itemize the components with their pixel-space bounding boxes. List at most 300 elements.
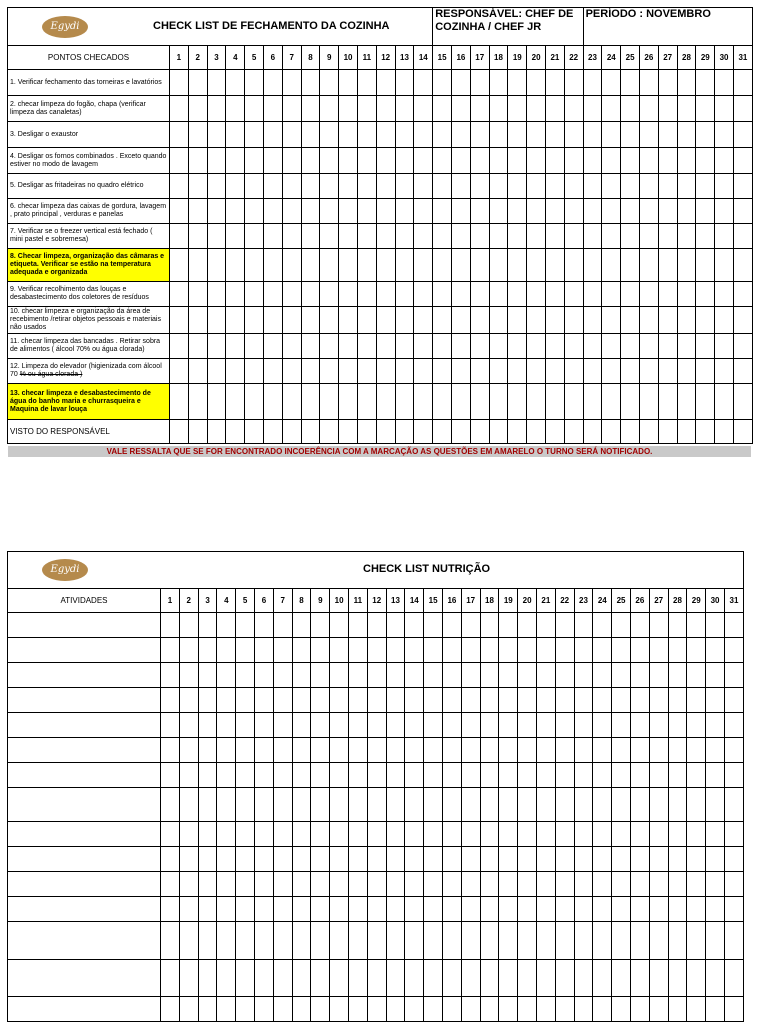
check-cell[interactable]: [706, 788, 725, 822]
check-cell[interactable]: [236, 663, 255, 688]
check-cell[interactable]: [273, 872, 292, 897]
check-cell[interactable]: [715, 420, 734, 444]
check-cell[interactable]: [546, 199, 565, 224]
check-cell[interactable]: [696, 122, 715, 148]
check-cell[interactable]: [677, 199, 696, 224]
check-cell[interactable]: [658, 70, 677, 96]
check-cell[interactable]: [301, 384, 320, 420]
check-cell[interactable]: [583, 224, 602, 249]
check-cell[interactable]: [687, 638, 706, 663]
check-cell[interactable]: [320, 334, 339, 359]
check-cell[interactable]: [696, 174, 715, 199]
check-cell[interactable]: [536, 738, 555, 763]
check-cell[interactable]: [245, 359, 264, 384]
check-cell[interactable]: [226, 307, 245, 334]
check-cell[interactable]: [424, 713, 443, 738]
check-cell[interactable]: [668, 738, 687, 763]
check-cell[interactable]: [395, 249, 414, 282]
check-cell[interactable]: [649, 613, 668, 638]
check-cell[interactable]: [170, 420, 189, 444]
check-cell[interactable]: [386, 897, 405, 922]
check-cell[interactable]: [330, 688, 349, 713]
check-cell[interactable]: [658, 384, 677, 420]
check-cell[interactable]: [198, 822, 217, 847]
check-cell[interactable]: [433, 122, 452, 148]
check-cell[interactable]: [386, 763, 405, 788]
check-cell[interactable]: [489, 249, 508, 282]
check-cell[interactable]: [470, 96, 489, 122]
check-cell[interactable]: [518, 822, 537, 847]
check-cell[interactable]: [161, 897, 180, 922]
check-cell[interactable]: [255, 822, 274, 847]
check-cell[interactable]: [170, 224, 189, 249]
check-cell[interactable]: [621, 70, 640, 96]
check-cell[interactable]: [555, 613, 574, 638]
check-cell[interactable]: [207, 96, 226, 122]
check-cell[interactable]: [349, 997, 368, 1022]
check-cell[interactable]: [273, 713, 292, 738]
check-cell[interactable]: [518, 897, 537, 922]
check-cell[interactable]: [461, 663, 480, 688]
check-cell[interactable]: [405, 788, 424, 822]
check-cell[interactable]: [188, 420, 207, 444]
check-cell[interactable]: [733, 148, 752, 174]
check-cell[interactable]: [470, 122, 489, 148]
check-cell[interactable]: [292, 763, 311, 788]
check-cell[interactable]: [574, 997, 593, 1022]
check-cell[interactable]: [282, 199, 301, 224]
check-cell[interactable]: [330, 872, 349, 897]
check-cell[interactable]: [273, 613, 292, 638]
check-cell[interactable]: [630, 997, 649, 1022]
check-cell[interactable]: [433, 334, 452, 359]
check-cell[interactable]: [687, 997, 706, 1022]
check-cell[interactable]: [245, 174, 264, 199]
check-cell[interactable]: [349, 738, 368, 763]
check-cell[interactable]: [236, 872, 255, 897]
check-cell[interactable]: [668, 872, 687, 897]
check-cell[interactable]: [339, 359, 358, 384]
check-cell[interactable]: [639, 199, 658, 224]
check-cell[interactable]: [452, 70, 471, 96]
check-cell[interactable]: [188, 174, 207, 199]
check-cell[interactable]: [170, 148, 189, 174]
check-cell[interactable]: [574, 663, 593, 688]
check-cell[interactable]: [245, 122, 264, 148]
check-cell[interactable]: [226, 384, 245, 420]
check-cell[interactable]: [367, 788, 386, 822]
check-cell[interactable]: [263, 70, 282, 96]
check-cell[interactable]: [179, 638, 198, 663]
check-cell[interactable]: [593, 997, 612, 1022]
check-cell[interactable]: [677, 384, 696, 420]
check-cell[interactable]: [161, 960, 180, 997]
check-cell[interactable]: [263, 282, 282, 307]
check-cell[interactable]: [480, 613, 499, 638]
check-cell[interactable]: [443, 997, 462, 1022]
check-cell[interactable]: [330, 847, 349, 872]
check-cell[interactable]: [207, 282, 226, 307]
check-cell[interactable]: [536, 663, 555, 688]
check-cell[interactable]: [687, 663, 706, 688]
check-cell[interactable]: [470, 282, 489, 307]
check-cell[interactable]: [376, 122, 395, 148]
check-cell[interactable]: [564, 307, 583, 334]
check-cell[interactable]: [433, 420, 452, 444]
check-cell[interactable]: [658, 148, 677, 174]
check-cell[interactable]: [320, 199, 339, 224]
check-cell[interactable]: [602, 174, 621, 199]
check-cell[interactable]: [386, 788, 405, 822]
check-cell[interactable]: [320, 70, 339, 96]
check-cell[interactable]: [330, 788, 349, 822]
check-cell[interactable]: [724, 960, 743, 997]
check-cell[interactable]: [433, 282, 452, 307]
check-cell[interactable]: [188, 96, 207, 122]
check-cell[interactable]: [612, 872, 631, 897]
check-cell[interactable]: [301, 420, 320, 444]
check-cell[interactable]: [198, 872, 217, 897]
check-cell[interactable]: [489, 359, 508, 384]
check-cell[interactable]: [349, 688, 368, 713]
check-cell[interactable]: [433, 96, 452, 122]
check-cell[interactable]: [263, 224, 282, 249]
check-cell[interactable]: [424, 613, 443, 638]
check-cell[interactable]: [179, 897, 198, 922]
check-cell[interactable]: [311, 847, 330, 872]
check-cell[interactable]: [395, 307, 414, 334]
check-cell[interactable]: [687, 960, 706, 997]
check-cell[interactable]: [733, 199, 752, 224]
check-cell[interactable]: [217, 847, 236, 872]
check-cell[interactable]: [658, 96, 677, 122]
check-cell[interactable]: [687, 738, 706, 763]
check-cell[interactable]: [357, 96, 376, 122]
check-cell[interactable]: [424, 638, 443, 663]
check-cell[interactable]: [188, 384, 207, 420]
check-cell[interactable]: [508, 359, 527, 384]
check-cell[interactable]: [658, 122, 677, 148]
check-cell[interactable]: [508, 224, 527, 249]
check-cell[interactable]: [602, 96, 621, 122]
check-cell[interactable]: [207, 307, 226, 334]
check-cell[interactable]: [602, 249, 621, 282]
check-cell[interactable]: [658, 249, 677, 282]
check-cell[interactable]: [527, 334, 546, 359]
check-cell[interactable]: [583, 174, 602, 199]
check-cell[interactable]: [593, 847, 612, 872]
check-cell[interactable]: [583, 334, 602, 359]
check-cell[interactable]: [527, 174, 546, 199]
check-cell[interactable]: [639, 174, 658, 199]
check-cell[interactable]: [292, 897, 311, 922]
check-cell[interactable]: [724, 822, 743, 847]
check-cell[interactable]: [687, 922, 706, 960]
check-cell[interactable]: [518, 788, 537, 822]
check-cell[interactable]: [395, 334, 414, 359]
check-cell[interactable]: [405, 822, 424, 847]
check-cell[interactable]: [357, 334, 376, 359]
check-cell[interactable]: [518, 613, 537, 638]
check-cell[interactable]: [668, 997, 687, 1022]
check-cell[interactable]: [395, 199, 414, 224]
check-cell[interactable]: [461, 638, 480, 663]
check-cell[interactable]: [395, 282, 414, 307]
check-cell[interactable]: [546, 307, 565, 334]
check-cell[interactable]: [330, 638, 349, 663]
check-cell[interactable]: [489, 307, 508, 334]
check-cell[interactable]: [198, 788, 217, 822]
check-cell[interactable]: [639, 334, 658, 359]
check-cell[interactable]: [715, 384, 734, 420]
check-cell[interactable]: [555, 663, 574, 688]
check-cell[interactable]: [339, 96, 358, 122]
check-cell[interactable]: [649, 738, 668, 763]
check-cell[interactable]: [349, 847, 368, 872]
check-cell[interactable]: [518, 738, 537, 763]
check-cell[interactable]: [170, 96, 189, 122]
check-cell[interactable]: [696, 307, 715, 334]
check-cell[interactable]: [508, 174, 527, 199]
check-cell[interactable]: [527, 307, 546, 334]
check-cell[interactable]: [405, 872, 424, 897]
check-cell[interactable]: [179, 713, 198, 738]
check-cell[interactable]: [443, 763, 462, 788]
check-cell[interactable]: [330, 960, 349, 997]
check-cell[interactable]: [630, 613, 649, 638]
check-cell[interactable]: [630, 688, 649, 713]
check-cell[interactable]: [255, 997, 274, 1022]
check-cell[interactable]: [527, 249, 546, 282]
check-cell[interactable]: [236, 688, 255, 713]
check-cell[interactable]: [207, 334, 226, 359]
check-cell[interactable]: [555, 638, 574, 663]
check-cell[interactable]: [170, 359, 189, 384]
check-cell[interactable]: [292, 922, 311, 960]
check-cell[interactable]: [508, 249, 527, 282]
check-cell[interactable]: [255, 713, 274, 738]
check-cell[interactable]: [198, 847, 217, 872]
check-cell[interactable]: [433, 384, 452, 420]
check-cell[interactable]: [198, 613, 217, 638]
check-cell[interactable]: [357, 224, 376, 249]
check-cell[interactable]: [349, 822, 368, 847]
check-cell[interactable]: [639, 96, 658, 122]
check-cell[interactable]: [217, 613, 236, 638]
check-cell[interactable]: [574, 788, 593, 822]
check-cell[interactable]: [706, 822, 725, 847]
check-cell[interactable]: [527, 384, 546, 420]
check-cell[interactable]: [386, 847, 405, 872]
check-cell[interactable]: [414, 359, 433, 384]
check-cell[interactable]: [489, 70, 508, 96]
check-cell[interactable]: [687, 763, 706, 788]
check-cell[interactable]: [357, 384, 376, 420]
check-cell[interactable]: [301, 307, 320, 334]
check-cell[interactable]: [424, 738, 443, 763]
check-cell[interactable]: [602, 334, 621, 359]
check-cell[interactable]: [170, 122, 189, 148]
check-cell[interactable]: [424, 788, 443, 822]
check-cell[interactable]: [696, 148, 715, 174]
check-cell[interactable]: [555, 763, 574, 788]
check-cell[interactable]: [677, 307, 696, 334]
check-cell[interactable]: [452, 96, 471, 122]
check-cell[interactable]: [236, 638, 255, 663]
check-cell[interactable]: [292, 872, 311, 897]
check-cell[interactable]: [574, 822, 593, 847]
check-cell[interactable]: [574, 638, 593, 663]
check-cell[interactable]: [236, 788, 255, 822]
check-cell[interactable]: [733, 174, 752, 199]
check-cell[interactable]: [301, 199, 320, 224]
check-cell[interactable]: [292, 688, 311, 713]
check-cell[interactable]: [546, 224, 565, 249]
check-cell[interactable]: [696, 96, 715, 122]
check-cell[interactable]: [236, 738, 255, 763]
check-cell[interactable]: [376, 174, 395, 199]
check-cell[interactable]: [349, 713, 368, 738]
check-cell[interactable]: [649, 763, 668, 788]
check-cell[interactable]: [706, 713, 725, 738]
check-cell[interactable]: [282, 282, 301, 307]
check-cell[interactable]: [658, 420, 677, 444]
check-cell[interactable]: [330, 613, 349, 638]
check-cell[interactable]: [376, 148, 395, 174]
check-cell[interactable]: [639, 282, 658, 307]
check-cell[interactable]: [330, 922, 349, 960]
check-cell[interactable]: [188, 359, 207, 384]
check-cell[interactable]: [668, 822, 687, 847]
check-cell[interactable]: [367, 738, 386, 763]
check-cell[interactable]: [696, 199, 715, 224]
check-cell[interactable]: [499, 788, 518, 822]
check-cell[interactable]: [677, 282, 696, 307]
check-cell[interactable]: [198, 922, 217, 960]
check-cell[interactable]: [621, 249, 640, 282]
check-cell[interactable]: [602, 122, 621, 148]
check-cell[interactable]: [245, 96, 264, 122]
check-cell[interactable]: [612, 738, 631, 763]
check-cell[interactable]: [508, 384, 527, 420]
check-cell[interactable]: [245, 420, 264, 444]
check-cell[interactable]: [443, 613, 462, 638]
check-cell[interactable]: [687, 713, 706, 738]
check-cell[interactable]: [207, 174, 226, 199]
check-cell[interactable]: [546, 122, 565, 148]
check-cell[interactable]: [564, 122, 583, 148]
check-cell[interactable]: [207, 70, 226, 96]
check-cell[interactable]: [518, 872, 537, 897]
check-cell[interactable]: [564, 224, 583, 249]
check-cell[interactable]: [677, 96, 696, 122]
check-cell[interactable]: [602, 384, 621, 420]
check-cell[interactable]: [443, 713, 462, 738]
check-cell[interactable]: [263, 122, 282, 148]
check-cell[interactable]: [480, 997, 499, 1022]
check-cell[interactable]: [263, 359, 282, 384]
check-cell[interactable]: [715, 224, 734, 249]
check-cell[interactable]: [339, 148, 358, 174]
check-cell[interactable]: [311, 613, 330, 638]
check-cell[interactable]: [658, 174, 677, 199]
check-cell[interactable]: [668, 922, 687, 960]
check-cell[interactable]: [630, 960, 649, 997]
check-cell[interactable]: [217, 872, 236, 897]
check-cell[interactable]: [564, 148, 583, 174]
check-cell[interactable]: [724, 613, 743, 638]
check-cell[interactable]: [733, 282, 752, 307]
check-cell[interactable]: [301, 359, 320, 384]
check-cell[interactable]: [706, 638, 725, 663]
check-cell[interactable]: [386, 997, 405, 1022]
check-cell[interactable]: [376, 249, 395, 282]
check-cell[interactable]: [405, 960, 424, 997]
check-cell[interactable]: [443, 922, 462, 960]
check-cell[interactable]: [630, 897, 649, 922]
check-cell[interactable]: [301, 122, 320, 148]
check-cell[interactable]: [386, 638, 405, 663]
check-cell[interactable]: [330, 763, 349, 788]
check-cell[interactable]: [255, 847, 274, 872]
check-cell[interactable]: [489, 282, 508, 307]
check-cell[interactable]: [668, 638, 687, 663]
check-cell[interactable]: [733, 224, 752, 249]
check-cell[interactable]: [273, 922, 292, 960]
check-cell[interactable]: [376, 70, 395, 96]
check-cell[interactable]: [414, 70, 433, 96]
check-cell[interactable]: [443, 872, 462, 897]
check-cell[interactable]: [217, 960, 236, 997]
check-cell[interactable]: [555, 872, 574, 897]
check-cell[interactable]: [320, 96, 339, 122]
check-cell[interactable]: [621, 282, 640, 307]
check-cell[interactable]: [649, 663, 668, 688]
check-cell[interactable]: [461, 847, 480, 872]
check-cell[interactable]: [282, 70, 301, 96]
check-cell[interactable]: [161, 763, 180, 788]
check-cell[interactable]: [179, 872, 198, 897]
check-cell[interactable]: [414, 96, 433, 122]
check-cell[interactable]: [621, 96, 640, 122]
check-cell[interactable]: [349, 788, 368, 822]
check-cell[interactable]: [461, 872, 480, 897]
check-cell[interactable]: [630, 663, 649, 688]
check-cell[interactable]: [724, 738, 743, 763]
check-cell[interactable]: [518, 763, 537, 788]
check-cell[interactable]: [602, 199, 621, 224]
check-cell[interactable]: [583, 307, 602, 334]
check-cell[interactable]: [639, 307, 658, 334]
check-cell[interactable]: [226, 282, 245, 307]
check-cell[interactable]: [255, 688, 274, 713]
check-cell[interactable]: [226, 96, 245, 122]
check-cell[interactable]: [424, 763, 443, 788]
check-cell[interactable]: [602, 420, 621, 444]
check-cell[interactable]: [724, 688, 743, 713]
check-cell[interactable]: [376, 334, 395, 359]
check-cell[interactable]: [245, 148, 264, 174]
check-cell[interactable]: [574, 960, 593, 997]
check-cell[interactable]: [724, 713, 743, 738]
check-cell[interactable]: [583, 199, 602, 224]
check-cell[interactable]: [424, 922, 443, 960]
check-cell[interactable]: [696, 224, 715, 249]
check-cell[interactable]: [170, 282, 189, 307]
check-cell[interactable]: [405, 713, 424, 738]
check-cell[interactable]: [621, 122, 640, 148]
check-cell[interactable]: [357, 174, 376, 199]
